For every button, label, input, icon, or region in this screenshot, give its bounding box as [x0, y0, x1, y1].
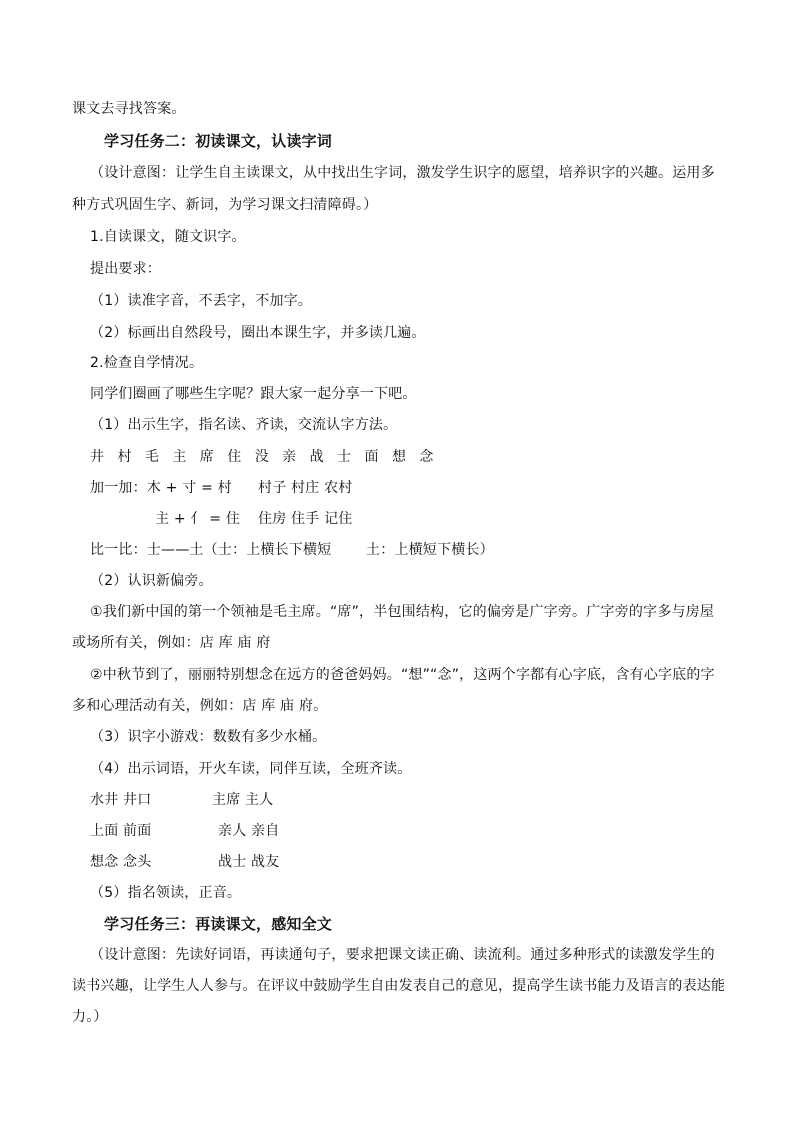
word-pair-row-2 — [90, 822, 279, 840]
design-intent-text-2-cont: 读书兴趣，让学生人人参与。在评议中鼓励学生自由发表自己的意见，提高学生读书能力及语言的表达能 — [72, 978, 726, 994]
compare-left: 比一比：士——土（士：上横长下横短 — [90, 542, 332, 558]
radical-example-1: ①我们新中国的第一个领袖是毛主席。“席”，半包围结构，它的偏旁是广字旁。广字旁的字多与房屋 — [90, 604, 715, 620]
step-1-heading: 1.自读课文，随文识字。 — [90, 229, 246, 245]
word-pair-left: 水井 井口 — [90, 792, 152, 808]
prompt-text: 同学们圈画了哪些生字呢？跟大家一起分享一下吧。 — [90, 386, 417, 402]
sub-step-5: （5）指名领读，正音。 — [90, 885, 242, 901]
sub-step-3: （3）识字小游戏：数数有多少水桶。 — [90, 729, 327, 745]
paragraph-continuation: 课文去寻找答案。 — [72, 101, 186, 117]
section-heading-task3: 学习任务三：再读课文，感知全文 — [104, 915, 333, 933]
requirement-2: （2）标画出自然段号，圈出本课生字，并多读几遍。 — [90, 325, 426, 341]
compare-right: 土：上横短下横长） — [366, 542, 494, 558]
word-pair-right: 战士 战友 — [218, 854, 280, 870]
word-pair-left: 想念 念头 — [90, 854, 152, 870]
compare-row — [90, 541, 494, 559]
radical-example-2-cont: 多和心理活动有关，例如：店 库 庙 府。 — [72, 698, 328, 714]
word-pair-left: 上面 前面 — [90, 823, 152, 839]
radical-example-2: ②中秋节到了，丽丽特别想念在远方的爸爸妈妈。“想”“念”，这两个字都有心字底，含有心字底的字 — [90, 667, 715, 683]
design-intent-text: （设计意图：让学生自主读课文，从中找出生字词，激发学生识字的愿望，培养识字的兴趣。运用多 — [90, 165, 715, 181]
add-method-row-1 — [90, 479, 353, 497]
sub-step-4: （4）出示词语，开火车读，同伴互读，全班齐读。 — [90, 761, 412, 777]
add-words-1: 村子 村庄 农村 — [258, 480, 353, 496]
add-formula-2: 主 + 亻 = 住 — [155, 511, 241, 527]
requirement-1: （1）读准字音，不丢字，不加字。 — [90, 293, 313, 309]
word-pair-right: 亲人 亲自 — [218, 823, 280, 839]
design-intent-text-2-end: 力。） — [72, 1009, 108, 1025]
sub-step-2: （2）认识新偏旁。 — [90, 573, 213, 589]
radical-example-1-cont: 或场所有关，例如：店 库 庙 府 — [72, 635, 271, 651]
step-2-heading: 2.检查自学情况。 — [90, 355, 204, 371]
add-words-2: 住房 住手 记住 — [258, 511, 353, 527]
add-formula-1: 加一加：木 + 寸 = 村 — [90, 480, 232, 496]
design-intent-text-2: （设计意图：先读好词语，再读通句子，要求把课文读正确、读流利。通过多种形式的读激发学生的 — [90, 947, 715, 963]
word-pair-right: 主席 主人 — [212, 792, 274, 808]
requirements-label: 提出要求： — [90, 261, 161, 277]
word-pair-row-3 — [90, 853, 279, 871]
sub-step-1: （1）出示生字，指名读、齐读，交流认字方法。 — [90, 417, 398, 433]
new-characters-list: 井 村 毛 主 席 住 没 亲 战 士 面 想 念 — [90, 449, 434, 465]
design-intent-text-cont: 种方式巩固生字、新词，为学习课文扫清障碍。） — [72, 197, 378, 213]
add-method-row-2 — [155, 510, 353, 528]
word-pair-row-1 — [90, 791, 273, 809]
section-heading-task2: 学习任务二：初读课文，认读字词 — [104, 132, 333, 150]
